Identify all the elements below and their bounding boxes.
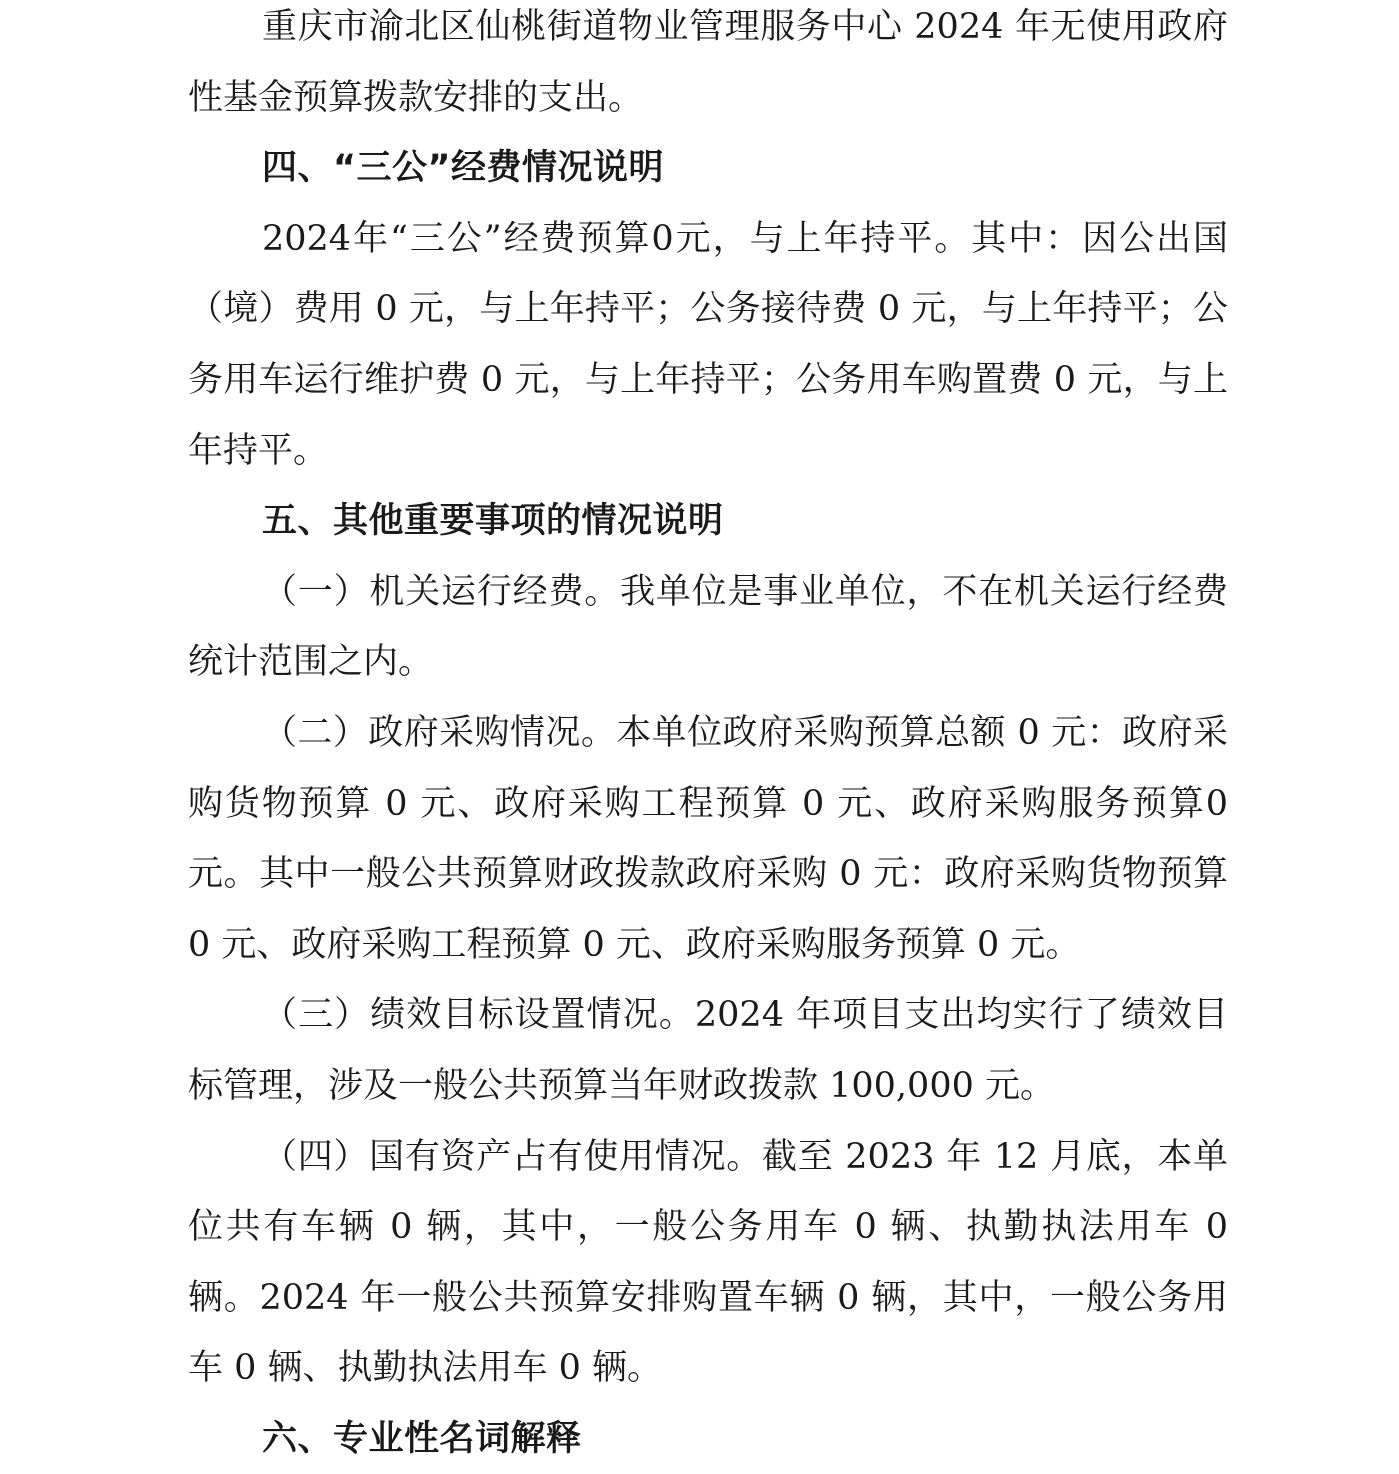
paragraph-three-public-expenses: 2024年“三公”经费预算0元，与上年持平。其中：因公出国（境）费用 0 元，与上年持平；公务接待费 0 元，与上年持平；公务用车运行维护费 0 元，与上年持平；公务用车购置费 0 元，与上年持平。 — [188, 218, 1228, 471]
paragraph-government-procurement: （二）政府采购情况。本单位政府采购预算总额 0 元：政府采购货物预算 0 元、政府采购工程预算 0 元、政府采购服务预算0 元。其中一般公共预算财政拨款政府采购 0 元：政府采购货物预算 0 元、政府采购工程预算 0 元、政府采购服务预算 0 元。 — [188, 712, 1228, 965]
paragraph-agency-operating-costs: （一）机关运行经费。我单位是事业单位，不在机关运行经费统计范围之内。 — [188, 571, 1228, 683]
paragraph-state-owned-assets: （四）国有资产占有使用情况。截至 2023 年 12 月底，本单位共有车辆 0 辆，其中，一般公务用车 0 辆、执勤执法用车 0 辆。2024 年一般公共预算安排购置车辆 0 辆，其中，一般公务用车 0 辆、执勤执法用车 0 辆。 — [188, 1136, 1228, 1389]
section-heading-terminology: 六、专业性名词解释 — [262, 1418, 582, 1459]
document-page — [188, 0, 1228, 1474]
paragraph-performance-targets: （三）绩效目标设置情况。2024 年项目支出均实行了绩效目标管理，涉及一般公共预算当年财政拨款 100,000 元。 — [188, 995, 1228, 1106]
section-heading-three-public-expenses: 四、“三公”经费情况说明 — [262, 148, 665, 189]
section-heading-other-important-matters: 五、其他重要事项的情况说明 — [262, 501, 724, 542]
paragraph-government-fund-expenditure: 重庆市渝北区仙桃街道物业管理服务中心 2024 年无使用政府性基金预算拨款安排的支出。 — [188, 7, 1228, 118]
